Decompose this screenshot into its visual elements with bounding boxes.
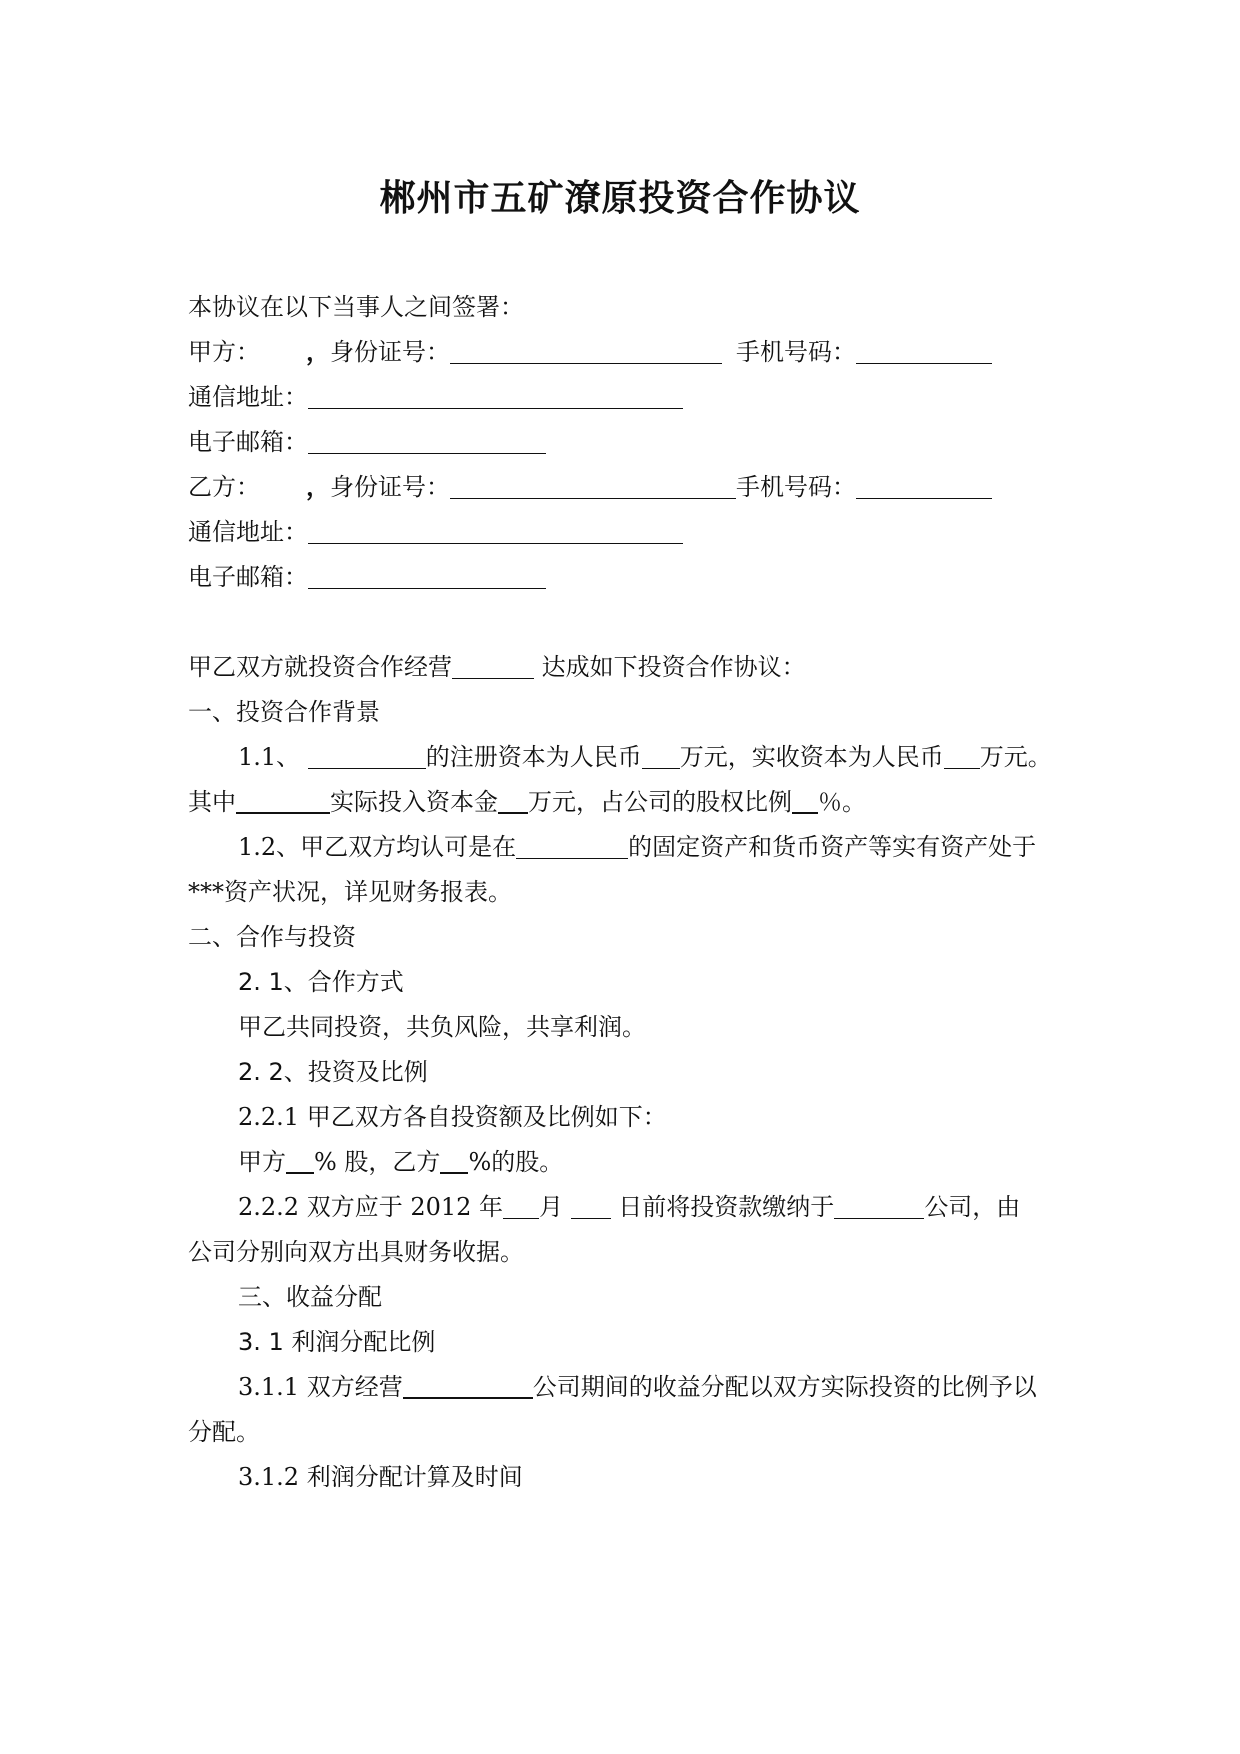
clause-1-1 xyxy=(238,742,1052,772)
preamble-text-a: 甲乙双方就投资合作经营 xyxy=(188,653,452,681)
clause-1-1-number: 1.1、 xyxy=(238,743,308,771)
clause-3-1-heading: 3. 1 利润分配比例 xyxy=(238,1328,436,1356)
clause-2-2-2-text-a: 2.2.2 双方应于 2012 年 xyxy=(238,1193,504,1221)
clause-1-1-cont-a: 其中 xyxy=(188,788,236,816)
clause-3-1-2: 3.1.2 利润分配计算及时间 xyxy=(238,1463,523,1491)
party-a-email-blank[interactable] xyxy=(308,429,546,454)
clause-2-2-2-cont: 公司分别向双方出具财务收据。 xyxy=(188,1238,524,1266)
intro-line: 本协议在以下当事人之间签署： xyxy=(188,293,524,321)
clause-2-2-2 xyxy=(238,1192,1020,1222)
party-a-address-label: 通信地址： xyxy=(188,383,308,411)
clause-3-1-1-text-b: 公司期间的收益分配以双方实际投资的比例予以 xyxy=(532,1373,1037,1401)
party-a-email-label: 电子邮箱： xyxy=(188,428,308,456)
party-a-id-label: 身份证号： xyxy=(330,338,450,366)
party-a-address-blank[interactable] xyxy=(308,384,683,409)
ratio-text-b: % 股，乙方 xyxy=(314,1148,441,1176)
section-1-heading: 一、投资合作背景 xyxy=(188,698,380,726)
clause-3-1-1-cont: 分配。 xyxy=(188,1418,260,1446)
clause-3-1-1-company-blank[interactable] xyxy=(403,1373,533,1399)
clause-2-2-2-text-b: 月 xyxy=(539,1193,571,1221)
clause-1-1-paidin-blank[interactable] xyxy=(944,744,980,769)
party-b-line xyxy=(188,472,992,502)
party-a-id-blank[interactable] xyxy=(450,339,722,364)
party-b-email-line xyxy=(188,562,546,592)
month-blank[interactable] xyxy=(503,1194,539,1219)
clause-2-2-heading: 2. 2、投资及比例 xyxy=(238,1058,428,1086)
party-b-comma: ， xyxy=(306,472,330,501)
party-a-phone-label: 手机号码： xyxy=(736,338,856,366)
clause-1-1-cont-b: 实际投入资本金 xyxy=(330,788,498,816)
party-b-address-line xyxy=(188,517,683,547)
clause-1-2 xyxy=(238,832,1036,862)
clause-3-1-1 xyxy=(238,1372,1037,1402)
party-b-address-label: 通信地址： xyxy=(188,518,308,546)
clause-1-1-registered-blank[interactable] xyxy=(642,744,680,769)
company-blank[interactable] xyxy=(834,1194,924,1219)
clause-1-1-text-d: 万元。 xyxy=(979,743,1052,771)
clause-1-2-blank[interactable] xyxy=(516,834,628,859)
clause-1-1-company-blank[interactable] xyxy=(308,744,426,769)
clause-1-1-cont xyxy=(188,787,866,817)
party-a-phone-blank[interactable] xyxy=(856,339,992,364)
section-2-heading: 二、合作与投资 xyxy=(188,923,356,951)
clause-3-1-1-text-a: 3.1.1 双方经营 xyxy=(238,1373,403,1401)
preamble-blank[interactable] xyxy=(452,654,534,679)
party-a-label: 甲方： xyxy=(188,338,260,366)
ratio-text-a: 甲方 xyxy=(238,1148,286,1176)
party-b-phone-blank[interactable] xyxy=(856,474,992,499)
clause-1-1-cont-c: 万元，占公司的股权比例 xyxy=(528,788,792,816)
clause-1-1-text-b: 的注册资本为人民币 xyxy=(425,743,642,771)
party-a-ratio-blank[interactable] xyxy=(286,1148,314,1174)
section-3-heading: 三、收益分配 xyxy=(238,1283,382,1311)
clause-1-1-cont-d: ％。 xyxy=(818,788,866,816)
clause-2-2-2-text-c: 日前将投资款缴纳于 xyxy=(610,1193,835,1221)
party-a-address-line xyxy=(188,382,683,412)
clause-2-2-1: 2.2.1 甲乙双方各自投资额及比例如下： xyxy=(238,1103,667,1131)
party-b-address-blank[interactable] xyxy=(308,519,683,544)
preamble-line xyxy=(188,652,806,682)
clause-1-2-cont: ***资产状况，详见财务报表。 xyxy=(188,878,512,906)
document-title: 郴州市五矿潦原投资合作协议 xyxy=(379,178,861,219)
party-b-ratio-blank[interactable] xyxy=(440,1148,468,1174)
clause-2-1-text: 甲乙共同投资，共负风险，共享利润。 xyxy=(238,1013,646,1041)
party-b-email-blank[interactable] xyxy=(308,564,546,589)
clause-1-1-text-c: 万元，实收资本为人民币 xyxy=(679,743,944,771)
party-b-phone-label: 手机号码： xyxy=(736,473,856,501)
party-a-email-line xyxy=(188,427,546,457)
party-a-line xyxy=(188,337,992,367)
preamble-text-b: 达成如下投资合作协议： xyxy=(534,653,806,681)
party-a-comma: ， xyxy=(306,337,330,366)
clause-1-2-text-b: 的固定资产和货币资产等实有资产处于 xyxy=(628,833,1037,861)
party-b-label: 乙方： xyxy=(188,473,260,501)
party-b-id-blank[interactable] xyxy=(450,474,736,499)
clause-1-1-party-blank[interactable] xyxy=(236,788,330,814)
clause-1-2-text-a: 1.2、甲乙双方均认可是在 xyxy=(238,833,517,861)
ratio-text-c: %的股。 xyxy=(468,1148,564,1176)
clause-1-1-capital-blank[interactable] xyxy=(498,788,528,814)
clause-2-2-2-text-d: 公司，由 xyxy=(924,1193,1021,1221)
ratio-line xyxy=(238,1147,563,1177)
clause-2-1-heading: 2. 1、合作方式 xyxy=(238,968,404,996)
day-blank[interactable] xyxy=(571,1194,611,1219)
party-b-id-label: 身份证号： xyxy=(330,473,450,501)
party-b-email-label: 电子邮箱： xyxy=(188,563,308,591)
clause-1-1-ratio-blank[interactable] xyxy=(792,788,818,814)
